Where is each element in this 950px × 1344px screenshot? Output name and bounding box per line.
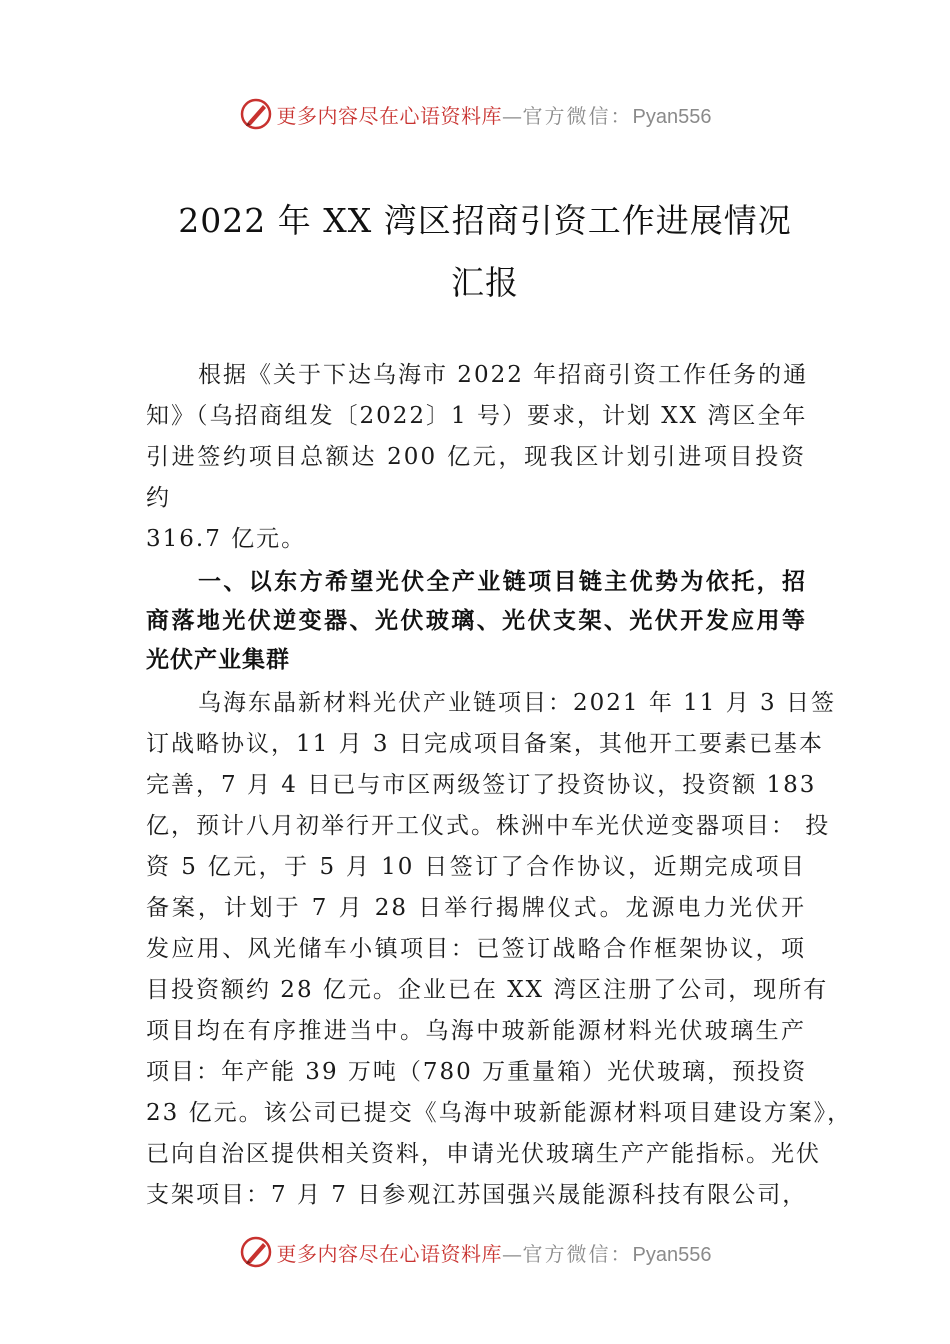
document-title-line2: 汇报 <box>451 263 519 302</box>
text-line: 备案，计划于 7 月 28 日举行揭牌仪式。龙源电力光伏开 <box>146 895 806 921</box>
section-heading <box>146 563 806 680</box>
header-banner <box>0 94 950 134</box>
heading-line: 商落地光伏逆变器、光伏玻璃、光伏支架、光伏开发应用等 <box>146 608 806 634</box>
footer-banner <box>0 1232 950 1272</box>
text-line: 根据《关于下达乌海市 2022 年招商引资工作任务的通 <box>198 362 809 388</box>
text-line: 23 亿元。该公司已提交《乌海中玻新能源材料项目建设方案》， <box>146 1100 853 1126</box>
text-line: 资 5 亿元，于 5 月 10 日签订了合作协议，近期完成项目 <box>146 854 806 880</box>
text-line: 项目：年产能 39 万吨（780 万重量箱）光伏玻璃，预投资 <box>146 1059 808 1085</box>
text-line: 支架项目：7 月 7 日参观江苏国强兴晟能源科技有限公司， <box>146 1182 808 1208</box>
text-line: 发应用、风光储车小镇项目：已签订战略合作框架协议，项 <box>146 936 806 962</box>
pen-logo-icon <box>239 97 273 131</box>
pen-logo-icon <box>239 1235 273 1269</box>
heading-line: 光伏产业集群 <box>146 647 290 673</box>
text-line: 知》（乌招商组发〔2022〕1 号）要求，计划 XX 湾区全年 <box>146 403 808 429</box>
body-paragraph <box>146 683 853 1216</box>
text-line: 乌海东晶新材料光伏产业链项目：2021 年 11 月 3 日签 <box>198 690 836 716</box>
text-line: 完善，7 月 4 日已与市区两级签订了投资协议，投资额 183 <box>146 772 817 798</box>
text-line: 已向自治区提供相关资料，申请光伏玻璃生产产能指标。光伏 <box>146 1141 821 1167</box>
footer-banner-text: 更多内容尽在心语资料库—官方微信：Pyan556 <box>276 1241 712 1266</box>
text-line: 约 <box>146 485 171 511</box>
text-line: 316.7 亿元。 <box>146 526 307 552</box>
header-banner-text: 更多内容尽在心语资料库—官方微信：Pyan556 <box>276 103 712 128</box>
text-line: 项目均在有序推进当中。乌海中玻新能源材料光伏玻璃生产 <box>146 1018 806 1044</box>
text-line: 亿，预计八月初举行开工仪式。株洲中车光伏逆变器项目： 投 <box>146 813 831 839</box>
text-line: 订战略协议，11 月 3 日完成项目备案，其他开工要素已基本 <box>146 731 824 757</box>
text-line: 目投资额约 28 亿元。企业已在 XX 湾区注册了公司，现所有 <box>146 977 829 1003</box>
document-title-line1: 2022 年 XX 湾区招商引资工作进展情况 <box>178 201 792 240</box>
heading-line: 一、以东方希望光伏全产业链项目链主优势为依托，招 <box>198 569 806 595</box>
text-line: 引进签约项目总额达 200 亿元，现我区计划引进项目投资 <box>146 444 806 470</box>
intro-paragraph <box>146 355 809 560</box>
